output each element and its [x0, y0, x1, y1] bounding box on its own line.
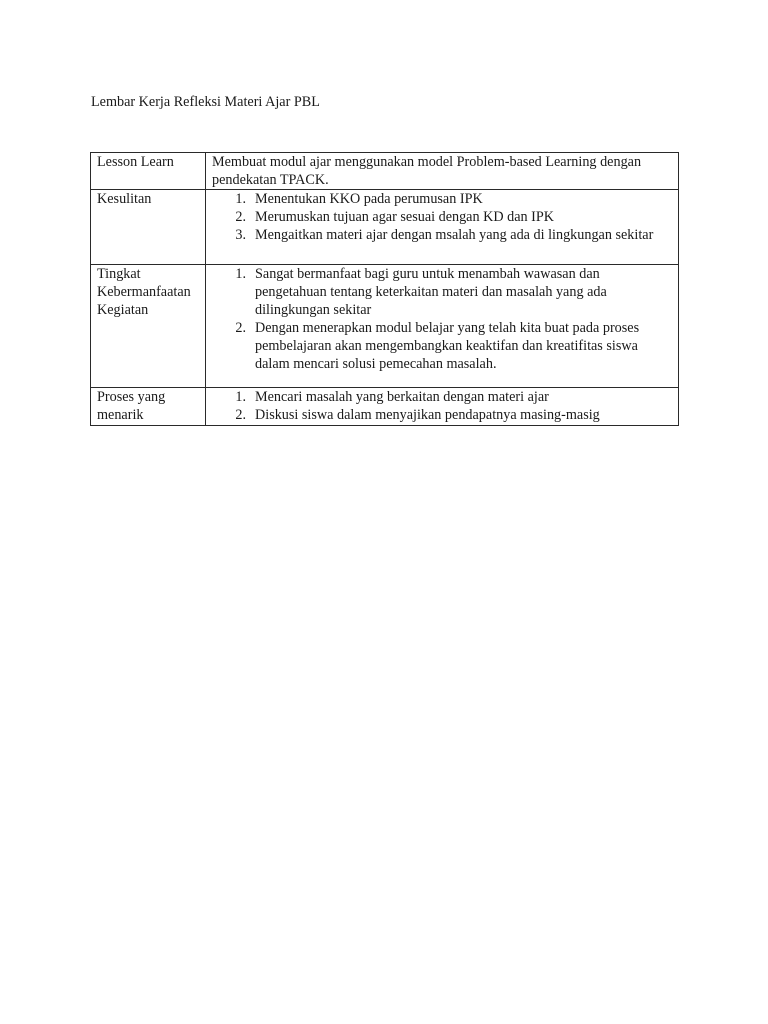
list-item [212, 319, 673, 373]
proses-list [212, 388, 673, 424]
table-row-proses-menarik [91, 388, 679, 426]
reflection-table [90, 152, 679, 426]
list-item [212, 406, 673, 424]
row-content-cell [206, 153, 679, 190]
list-item-text: Diskusi siswa dalam menyajikan pendapatnya masing-masig [255, 407, 600, 423]
row-content-cell [206, 265, 679, 388]
list-item [212, 190, 673, 208]
list-item [212, 265, 673, 319]
row-label-cell [91, 265, 206, 388]
row-label-proses-menarik: Proses yang menarik [97, 389, 166, 423]
kesulitan-list [212, 190, 673, 244]
list-item-number: 3. [235, 227, 246, 243]
table-row-lesson-learn [91, 153, 679, 190]
table-row-tingkat-kebermanfaatan [91, 265, 679, 388]
list-item-number: 2. [235, 320, 246, 336]
lesson-learn-text: Membuat modul ajar menggunakan model Problem-based Learning dengan pendekatan TPACK. [212, 154, 642, 188]
row-label-cell [91, 190, 206, 265]
table-row-kesulitan [91, 190, 679, 265]
row-content-cell [206, 190, 679, 265]
list-item-text: Mengaitkan materi ajar dengan msalah yang ada di lingkungan sekitar [255, 227, 654, 243]
row-content-cell [206, 388, 679, 426]
list-item-number: 1. [235, 266, 246, 282]
kebermanfaatan-list [212, 265, 673, 373]
list-item-number: 1. [235, 389, 246, 405]
list-item-number: 2. [235, 407, 246, 423]
list-item [212, 226, 673, 244]
list-item-text: Dengan menerapkan modul belajar yang telah kita buat pada proses pembelajaran akan mengembangkan keaktifan dan kreatifitas siswa dalam mencari solusi pemecahan masalah. [255, 320, 640, 372]
row-label-tingkat-kebermanfaatan: Tingkat Kebermanfaatan Kegiatan [97, 266, 191, 318]
row-label-kesulitan: Kesulitan [97, 191, 152, 207]
row-label-lesson-learn: Lesson Learn [97, 154, 174, 170]
row-label-cell [91, 388, 206, 426]
list-item-text: Sangat bermanfaat bagi guru untuk menambah wawasan dan pengetahuan tentang keterkaitan materi dan masalah yang ada dilingkungan sekitar [255, 266, 607, 318]
list-item-number: 2. [235, 209, 246, 225]
list-item [212, 208, 673, 226]
list-item [212, 388, 673, 406]
document-title: Lembar Kerja Refleksi Materi Ajar PBL [91, 94, 320, 110]
list-item-text: Mencari masalah yang berkaitan dengan materi ajar [255, 389, 549, 405]
row-label-cell [91, 153, 206, 190]
list-item-number: 1. [235, 191, 246, 207]
list-item-text: Menentukan KKO pada perumusan IPK [255, 191, 483, 207]
list-item-text: Merumuskan tujuan agar sesuai dengan KD dan IPK [255, 209, 555, 225]
